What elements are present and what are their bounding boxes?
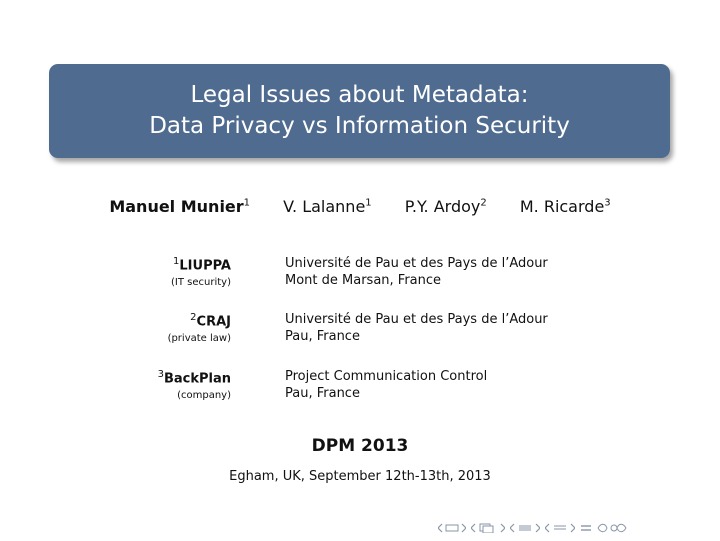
author-sup: 2: [480, 197, 487, 209]
author-name: V. Lalanne: [283, 197, 366, 216]
nav-align-icon[interactable]: [580, 523, 592, 536]
nav-first-icon[interactable]: [438, 523, 466, 536]
affiliation-line-1: Project Communication Control: [285, 369, 488, 384]
title-line-1: Legal Issues about Metadata:: [190, 82, 529, 108]
affiliation-line-2: Mont de Marsan, France: [285, 273, 442, 288]
affiliation-line-1: Université de Pau et des Pays de l’Adour: [285, 312, 548, 327]
conference-name: DPM 2013: [311, 436, 409, 456]
author-3: [405, 197, 487, 216]
title-line-2: Data Privacy vs Information Security: [149, 113, 570, 139]
nav-prev-slide-icon[interactable]: [510, 523, 540, 536]
affiliation-sup: 2: [190, 312, 197, 323]
affiliation-sup: 3: [157, 369, 164, 380]
author-1: [109, 197, 250, 216]
title-box: [49, 64, 670, 158]
nav-prev-frame-icon[interactable]: [471, 523, 505, 536]
author-sup: 1: [365, 197, 372, 209]
author-2: [283, 197, 372, 216]
affiliation-sup: 1: [173, 256, 180, 267]
beamer-navigation-bar: [438, 523, 713, 535]
affiliation-line-2: Pau, France: [285, 386, 360, 401]
nav-search-icon[interactable]: [597, 523, 627, 536]
author-sup: 1: [243, 197, 251, 209]
affiliation-note: (IT security): [171, 277, 231, 289]
author-4: [520, 197, 611, 216]
author-name: M. Ricarde: [519, 197, 605, 216]
nav-prev-section-icon[interactable]: [545, 523, 575, 536]
affiliation-note: (private law): [167, 333, 231, 345]
conference-location-date: Egham, UK, September 12th-13th, 2013: [229, 469, 491, 484]
author-list: [0, 197, 720, 216]
author-name: Manuel Munier: [109, 197, 244, 216]
author-name: P.Y. Ardoy: [404, 197, 481, 216]
author-sup: 3: [604, 197, 611, 209]
affiliation-org: BackPlan: [163, 371, 231, 387]
affiliation-note: (company): [177, 390, 231, 402]
affiliation-line-2: Pau, France: [285, 329, 360, 344]
affiliation-org: LIUPPA: [179, 258, 231, 274]
affiliation-line-1: Université de Pau et des Pays de l’Adour: [285, 256, 548, 271]
affiliation-org: CRAJ: [196, 314, 231, 330]
